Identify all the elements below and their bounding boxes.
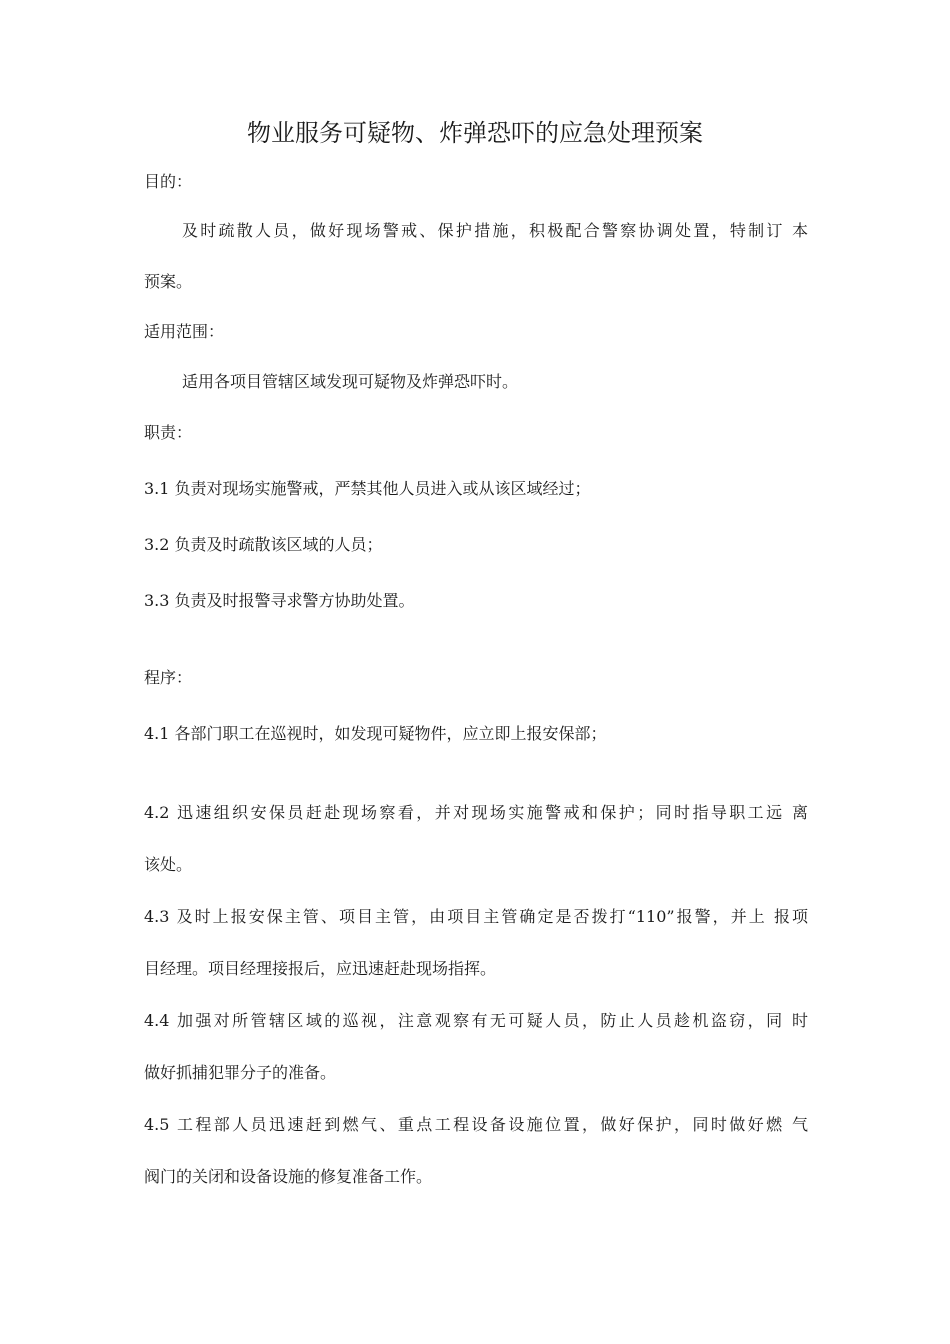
duty-item-3-3: 3.3 负责及时报警寻求警方协助处置。 <box>144 591 415 610</box>
procedure-item-4-2-line-1: 4.2 迅速组织安保员赶赴现场察看，并对现场实施警戒和保护；同时指导职工远 离 <box>144 803 808 822</box>
section-heading-procedure: 程序： <box>144 668 193 687</box>
procedure-item-4-3-line-2: 目经理。项目经理接报后，应迅速赶赴现场指挥。 <box>144 959 497 978</box>
document-title: 物业服务可疑物、炸弹恐吓的应急处理预案 <box>247 119 703 147</box>
procedure-item-4-2-line-2: 该处。 <box>144 855 193 874</box>
scope-text-line-1: 适用各项目管辖区域发现可疑物及炸弹恐吓时。 <box>182 372 519 391</box>
procedure-item-4-4-line-2: 做好抓捕犯罪分子的准备。 <box>144 1063 337 1082</box>
procedure-item-4-5-line-1: 4.5 工程部人员迅速赶到燃气、重点工程设备设施位置，做好保护，同时做好燃 气 <box>144 1115 808 1134</box>
duty-item-3-1: 3.1 负责对现场实施警戒，严禁其他人员进入或从该区域经过； <box>144 479 591 498</box>
section-heading-duties: 职责： <box>144 423 193 442</box>
duty-item-3-2: 3.2 负责及时疏散该区域的人员； <box>144 535 383 554</box>
section-heading-purpose: 目的： <box>144 172 193 191</box>
procedure-item-4-4-line-1: 4.4 加强对所管辖区域的巡视，注意观察有无可疑人员，防止人员趁机盗窃，同 时 <box>144 1011 808 1030</box>
procedure-item-4-1: 4.1 各部门职工在巡视时，如发现可疑物件，应立即上报安保部； <box>144 724 607 743</box>
section-heading-scope: 适用范围： <box>144 322 225 341</box>
purpose-text-line-1: 及时疏散人员，做好现场警戒、保护措施，积极配合警察协调处置，特制订 本 <box>182 221 808 240</box>
procedure-item-4-5-line-2: 阀门的关闭和设备设施的修复准备工作。 <box>144 1167 433 1186</box>
purpose-text-line-2: 预案。 <box>144 272 193 291</box>
procedure-item-4-3-line-1: 4.3 及时上报安保主管、项目主管，由项目主管确定是否拨打“110”报警，并上 报项 <box>144 907 808 926</box>
